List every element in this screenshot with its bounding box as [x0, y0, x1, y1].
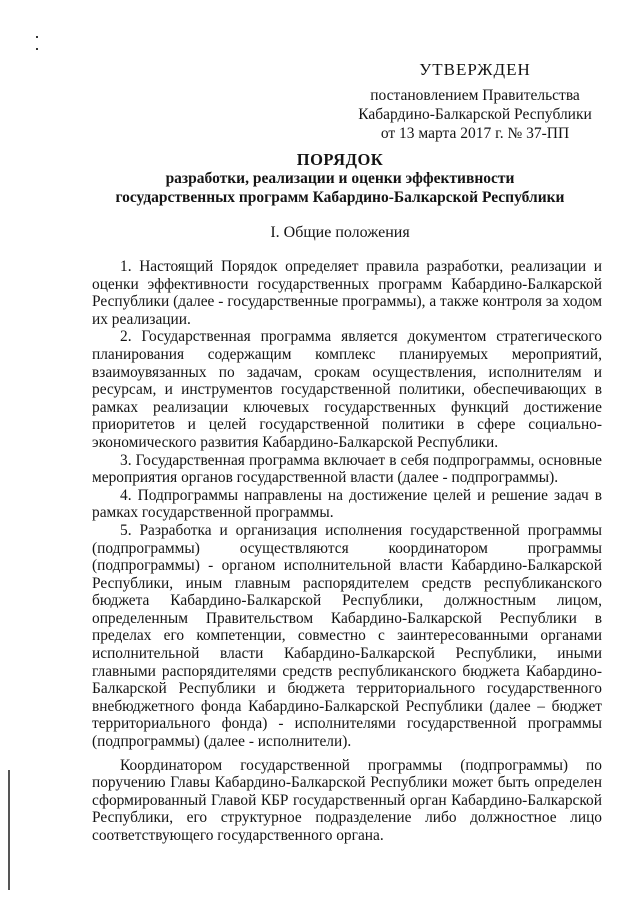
scan-mark-dot: [36, 48, 38, 50]
document-title: [60, 150, 620, 207]
approval-line: от 13 марта 2017 г. № 37-ПП: [380, 125, 570, 142]
scan-mark-edge: [8, 770, 10, 890]
approval-heading: УТВЕРЖДЕН: [419, 60, 531, 79]
paragraph-3: 3. Государственная программа включает в себя подпрограммы, основные мероприятия органов государственной власти (далее - подпрограммы).: [92, 451, 602, 487]
scan-mark-dot: [36, 36, 38, 38]
title-line: государственных программ Кабардино-Балкарской Республики: [115, 189, 565, 206]
paragraph-5: 5. Разработка и организация исполнения государственной программы (подпрограммы) осуществляются координатором программы (подпрограммы) - органом исполнительной власти Кабардино-Балкарской Республики, иным главным распорядителем средств республиканского бюджета Кабардино-Балкарской Республики, должностным лицом, определенным Правительством Кабардино-Балкарской Республики в пределах его компетенции, совместно с заинтересованными органами исполнительной власти Кабардино-Балкарской Республики, иными главными распорядителями средств республиканского бюджета Кабардино-Балкарской Республики и бюджета территориального государственного внебюджетного фонда Кабардино-Балкарской Республики (далее – бюджет территориального фонда) - исполнителями государственной программы (подпрограммы) (далее - исполнители).: [92, 521, 602, 751]
paragraph-4: 4. Подпрограммы направлены на достижение целей и решение задач в рамках государственной программы.: [92, 486, 602, 522]
document-body: [92, 258, 602, 845]
paragraph-6: Координатором государственной программы (подпрограммы) по поручению Главы Кабардино-Балкарской Республики может быть определен сформированный Главой КБР государственный орган Кабардино-Балкарской Республики, его структурное подразделение либо должностное лицо соответствующего государственного органа.: [92, 756, 602, 844]
title-line: разработки, реализации и оценки эффективности: [165, 170, 515, 187]
title-main: ПОРЯДОК: [296, 150, 384, 169]
paragraph-2: 2. Государственная программа является документом стратегического планирования содержащим комплекс планируемых мероприятий, взаимоувязанных по задачам, срокам осуществления, исполнителям и ресурсам, и инструментов государственной политики, обеспечивающих в рамках реализации ключевых государственных функций достижение приоритетов и целей государственной политики в сфере социально-экономического развития Кабардино-Балкарской Республики.: [92, 328, 602, 451]
approval-block: [350, 60, 600, 143]
approval-line: Кабардино-Балкарской Республики: [358, 106, 592, 123]
section-heading: I. Общие положения: [270, 224, 410, 241]
paragraph-1: 1. Настоящий Порядок определяет правила разработки, реализации и оценки эффективности государственных программ Кабардино-Балкарской Республики (далее - государственные программы), а также контроля за ходом их реализации.: [92, 258, 602, 328]
approval-line: постановлением Правительства: [370, 87, 580, 104]
